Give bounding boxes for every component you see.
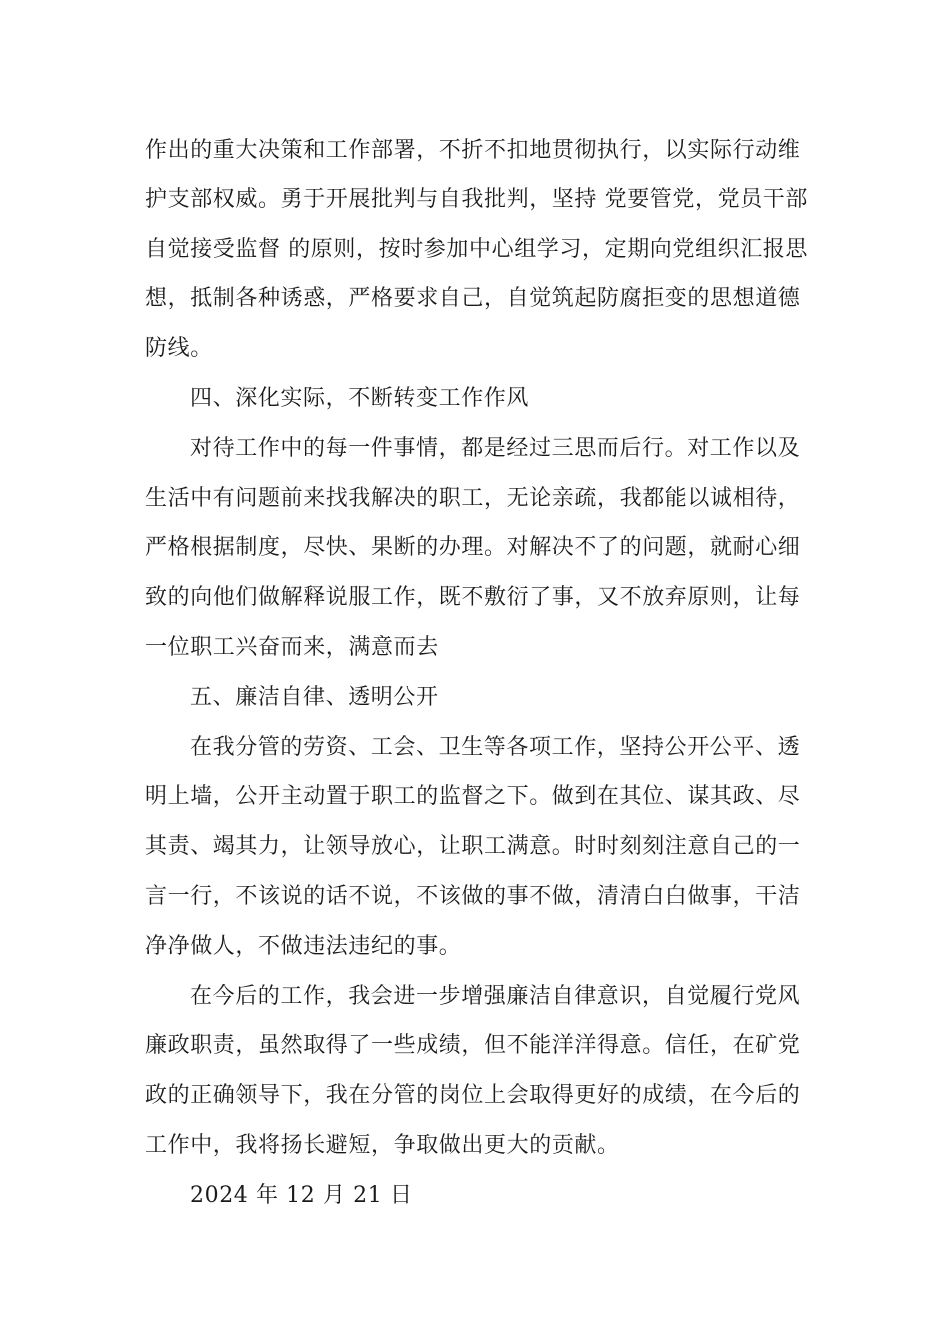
text-line: 廉政职责，虽然取得了一些成绩，但不能洋洋得意。信任，在矿党	[145, 1033, 801, 1058]
text-line: 生活中有问题前来找我解决的职工，无论亲疏，我都能以诚相待，	[145, 486, 801, 511]
text-line: 严格根据制度，尽快、果断的办理。对解决不了的问题，就耐心细	[145, 535, 801, 560]
text-line: 其责、竭其力，让领导放心，让职工满意。时时刻刻注意自己的一	[145, 834, 801, 859]
text-line: 自觉接受监督 的原则，按时参加中心组学习，定期向党组织汇报思	[145, 237, 808, 262]
date-line: 2024 年 12 月 21 日	[190, 1183, 413, 1208]
text-line: 对待工作中的每一件事情，都是经过三思而后行。对工作以及	[190, 436, 801, 461]
text-line: 想，抵制各种诱惑，严格要求自己，自觉筑起防腐拒变的思想道德	[145, 286, 801, 311]
text-line: 言一行，不该说的话不说，不该做的事不做，清清白白做事，干洁	[145, 884, 801, 909]
text-line: 防线。	[145, 336, 213, 361]
text-line: 明上墙，公开主动置于职工的监督之下。做到在其位、谋其政、尽	[145, 784, 801, 809]
text-line: 一位职工兴奋而来，满意而去	[145, 635, 439, 660]
text-line: 净净做人，不做违法违纪的事。	[145, 934, 462, 959]
text-line: 在我分管的劳资、工会、卫生等各项工作，坚持公开公平、透	[190, 735, 801, 760]
text-line: 作出的重大决策和工作部署，不折不扣地贯彻执行，以实际行动维	[145, 138, 801, 163]
text-line: 护支部权威。勇于开展批判与自我批判，坚持 党要管党，党员干部	[145, 187, 808, 212]
section-heading-4: 四、深化实际，不断转变工作作风	[190, 386, 530, 411]
text-line: 政的正确领导下，我在分管的岗位上会取得更好的成绩，在今后的	[145, 1083, 801, 1108]
text-line: 工作中，我将扬长避短，争取做出更大的贡献。	[145, 1133, 620, 1158]
section-heading-5: 五、廉洁自律、透明公开	[190, 685, 439, 710]
text-line: 致的向他们做解释说服工作，既不敷衍了事，又不放弃原则，让每	[145, 585, 801, 610]
text-line: 在今后的工作，我会进一步增强廉洁自律意识，自觉履行党风	[190, 984, 801, 1009]
